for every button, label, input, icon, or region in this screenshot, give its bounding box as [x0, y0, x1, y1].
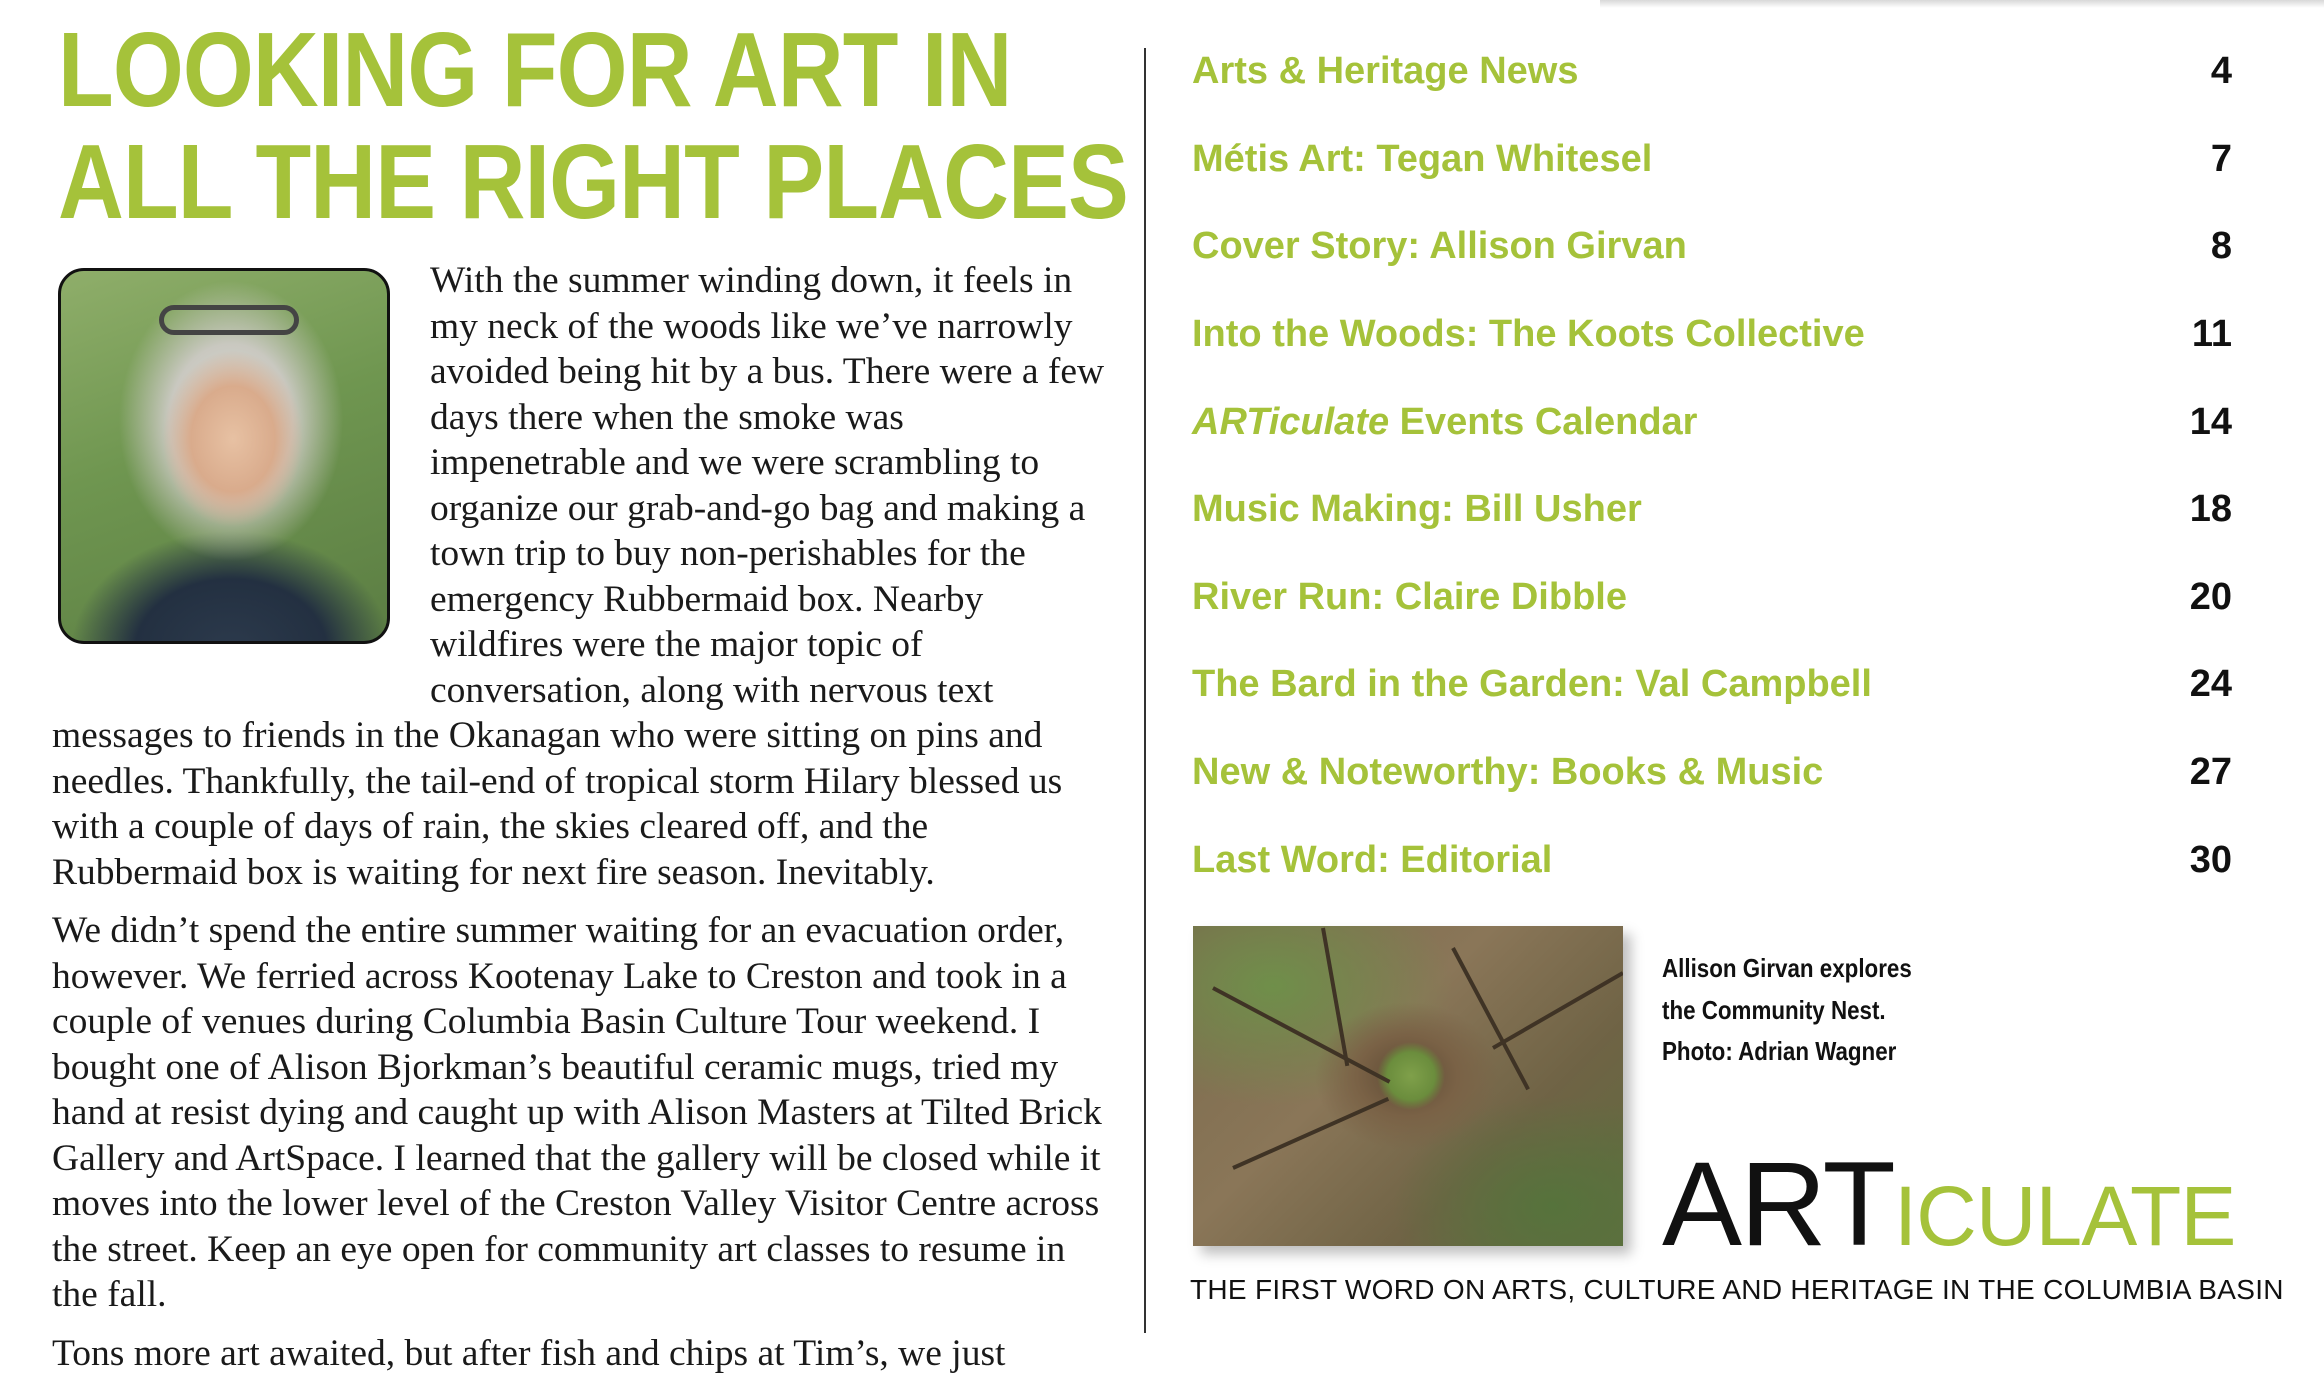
caption-line-1: Allison Girvan explores [1662, 953, 1912, 983]
toc-item-title-rest: Events Calendar [1389, 400, 1698, 443]
toc-item-title: Cover Story: Allison Girvan [1192, 225, 1687, 268]
toc-item-page: 24 [2189, 663, 2232, 706]
toc-item-last-word[interactable] [1192, 816, 2232, 904]
toc-item-new-noteworthy[interactable] [1192, 729, 2232, 817]
article-paragraph-1: With the summer winding down, it feels in my neck of the woods like we’ve narrowly avoided being hit by a bus. There were a few days there when the smoke was impenetrable and we were scrambling to organize our grab-and-go bag and making a town trip to buy non-perishables for the emergency Rubbermaid box. Nearby wildfires were the major topic of conversation, along with nervous text messages to friends in the Okanagan who were sitting on pins and needles. Thankfully, the tail-end of tropical storm Hilary blessed us with a couple of days of rain, the skies cleared off, and the Rubbermaid box is waiting for next fire season. Inevitably. [52, 260, 1105, 893]
page-headline [58, 11, 1129, 241]
toc-item-title: Arts & Heritage News [1192, 50, 1579, 93]
toc-item-page: 14 [2189, 400, 2232, 443]
headline-line-1: LOOKING FOR ART IN [58, 11, 1012, 129]
toc-item-page: 7 [2210, 137, 2232, 180]
toc-item-title: Métis Art: Tegan Whitesel [1192, 137, 1653, 180]
toc-item-river-run[interactable] [1192, 554, 2232, 642]
cover-photo-caption [1662, 948, 1920, 1073]
toc-item-page: 8 [2210, 225, 2232, 268]
column-divider [1144, 48, 1146, 1333]
toc-item-arts-heritage-news[interactable] [1192, 28, 2232, 116]
toc-item-title-italic: ARTiculate [1192, 400, 1390, 443]
toc-item-page: 11 [2191, 313, 2232, 356]
portrait-wrap-space [52, 258, 430, 668]
article-paragraph-3: Tons more art awaited, but after fish and chips at Tim’s, we just [52, 1332, 1006, 1374]
articulate-logo [1662, 1137, 2236, 1271]
toc-item-title: The Bard in the Garden: Val Campbell [1192, 663, 1872, 706]
page-edge-shadow [1600, 0, 2324, 8]
toc-item-cover-story[interactable] [1192, 203, 2232, 291]
caption-line-2: the Community Nest. [1662, 994, 1886, 1025]
toc-item-page: 30 [2189, 838, 2232, 881]
headline-line-2: ALL THE RIGHT PLACES [58, 123, 1129, 241]
toc-item-title: Music Making: Bill Usher [1192, 488, 1642, 531]
toc-item-bard-in-the-garden[interactable] [1192, 641, 2232, 729]
toc-item-events-calendar[interactable] [1192, 378, 2232, 466]
toc-item-page: 27 [2189, 751, 2232, 794]
toc-item-page: 4 [2210, 50, 2232, 93]
toc-item-title: Last Word: Editorial [1192, 838, 1553, 881]
nest-stick [1451, 947, 1530, 1090]
nest-stick [1492, 971, 1623, 1049]
nest-stick [1232, 1097, 1389, 1170]
logo-iculate: ICULATE [1893, 1169, 2236, 1263]
toc-item-title: Into the Woods: The Koots Collective [1192, 313, 1865, 356]
cover-photo-community-nest [1193, 926, 1623, 1246]
toc-item-title [1192, 401, 1697, 444]
toc-item-title: New & Noteworthy: Books & Music [1192, 751, 1824, 794]
table-of-contents [1192, 28, 2232, 904]
toc-item-page: 18 [2189, 488, 2232, 531]
toc-item-metis-art[interactable] [1192, 116, 2232, 204]
magazine-tagline: THE FIRST WORD ON ARTS, CULTURE AND HERITAGE IN THE COLUMBIA BASIN [1190, 1274, 2284, 1305]
toc-item-music-making[interactable] [1192, 466, 2232, 554]
article-body [52, 258, 1108, 1389]
article-paragraph-2: We didn’t spend the entire summer waiting for an evacuation order, however. We ferried across Kootenay Lake to Creston and took in a couple of venues during Columbia Basin Culture Tour weekend. I bought one of Alison Bjorkman’s beautiful ceramic mugs, tried my hand at resist dying and caught up with Alison Masters at Tilted Brick Gallery and ArtSpace. I learned that the gallery will be closed while it moves into the lower level of the Creston Valley Visitor Centre across the street. Keep an eye open for community art classes to resume in the fall. [52, 910, 1102, 1315]
toc-item-title: River Run: Claire Dibble [1192, 575, 1627, 618]
toc-item-into-the-woods[interactable] [1192, 291, 2232, 379]
caption-line-3: Photo: Adrian Wagner [1662, 1036, 1897, 1066]
nest-stick [1212, 986, 1390, 1083]
logo-art: ART [1662, 1137, 1894, 1271]
toc-item-page: 20 [2189, 575, 2232, 618]
